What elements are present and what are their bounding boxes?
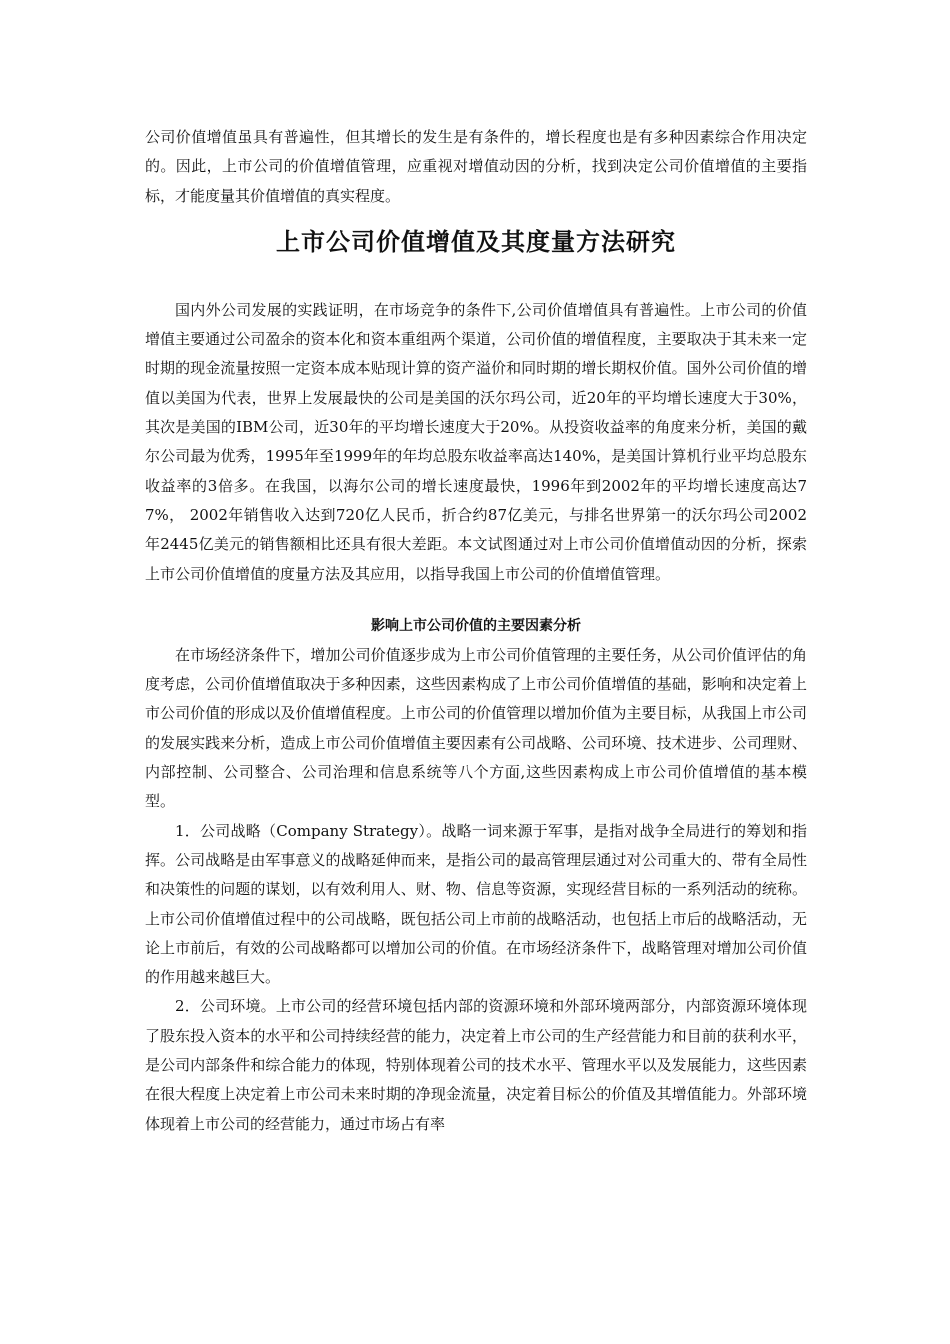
abstract-paragraph: 国内外公司发展的实践证明，在市场竞争的条件下,公司价值增值具有普遍性。上市公司的价值增值主要通过公司盈余的资本化和资本重组两个渠道，公司价值的增值程度，主要取决于其未来一定时期的现金流量按照一定资本成本贴现计算的资产溢价和同时期的增长期权价值。国外公司价值的增值以美国为代表，世界上发展最快的公司是美国的沃尔玛公司，近20年的平均增长速度大于30%，其次是美国的IBM公司，近30年的平均增长速度大于20%。从投资收益率的角度来分析，美国的戴尔公司最为优秀，1995年至1999年的年均总股东收益率高达140%，是美国计算机行业平均总股东收益率的3倍多。在我国，以海尔公司的增长速度最快，1996年到2002年的平均增长速度高达77%， 2002年销售收入达到720亿人民币，折合约87亿美元，与排名世界第一的沃尔玛公司2002年2445亿美元的销售额相比还具有很大差距。本文试图通过对上市公司价值增值动因的分析，探索上市公司价值增值的度量方法及其应用，以指导我国上市公司的价值增值管理。 bbox=[145, 300, 807, 583]
document-page bbox=[145, 123, 807, 1139]
document-title: 上市公司价值增值及其度量方法研究 bbox=[276, 227, 676, 256]
intro-paragraph: 公司价值增值虽具有普遍性，但其增长的发生是有条件的，增长程度也是有多种因素综合作用决定的。因此，上市公司的价值增值管理，应重视对增值动因的分析，找到决定公司价值增值的主要指标，才能度量其价值增值的真实程度。 bbox=[145, 128, 807, 205]
section-paragraph-1: 在市场经济条件下，增加公司价值逐步成为上市公司价值管理的主要任务，从公司价值评估的角度考虑，公司价值增值取决于多种因素，这些因素构成了上市公司价值增值的基础，影响和决定着上市公司价值的形成以及价值增值程度。上市公司的价值管理以增加价值为主要目标，从我国上市公司的发展实践来分析，造成上市公司价值增值主要因素有公司战略、公司环境、技术进步、公司理财、内部控制、公司整合、公司治理和信息系统等八个方面,这些因素构成上市公司价值增值的基本模型。 bbox=[145, 645, 807, 811]
section-paragraph-company-environment: 2．公司环境。上市公司的经营环境包括内部的资源环境和外部环境两部分，内部资源环境体现了股东投入资本的水平和公司持续经营的能力，决定着上市公司的生产经营能力和目前的获利水平，是公司内部条件和综合能力的体现，特别体现着公司的技术水平、管理水平以及发展能力，这些因素在很大程度上决定着上市公司未来时期的净现金流量，决定着目标公的价值及其增值能力。外部环境体现着上市公司的经营能力，通过市场占有率 bbox=[145, 997, 807, 1133]
section-spacer bbox=[145, 589, 807, 611]
section-heading: 影响上市公司价值的主要因素分析 bbox=[371, 617, 581, 634]
section-paragraph-company-strategy: 1．公司战略（Company Strategy）。战略一词来源于军事，是指对战争全局进行的筹划和指挥。公司战略是由军事意义的战略延伸而来，是指公司的最高管理层通过对公司重大的、带有全局性和决策性的问题的谋划，以有效利用人、财、物、信息等资源，实现经营目标的一系列活动的统称。上市公司价值增值过程中的公司战略，既包括公司上市前的战略活动，也包括上市后的战略活动，无论上市前后，有效的公司战略都可以增加公司的价值。在市场经济条件下，战略管理对增加公司价值的作用越来越巨大。 bbox=[145, 821, 807, 987]
title-spacer bbox=[145, 262, 807, 296]
